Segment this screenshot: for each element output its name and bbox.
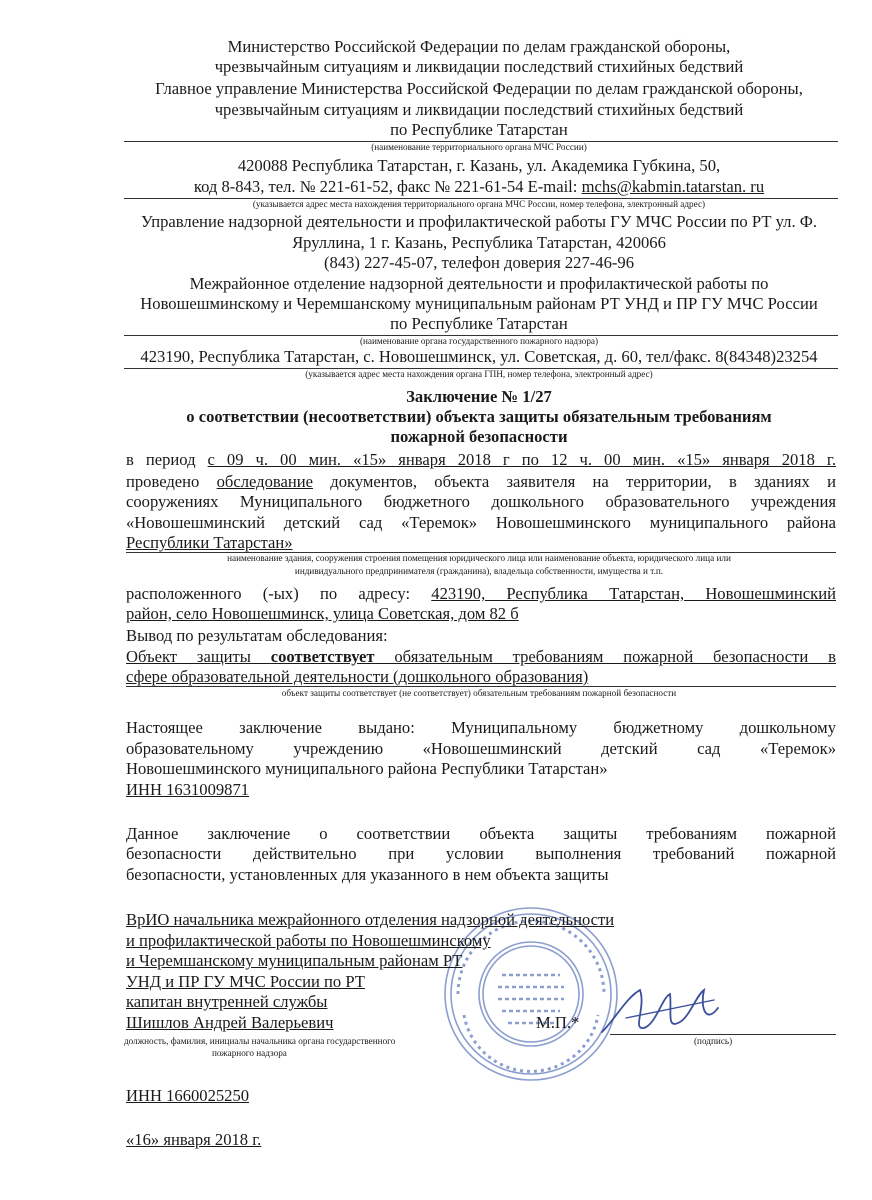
- validity-line-1: Данное заключение о соответствии объекта защиты требованиям пожарной: [126, 824, 836, 843]
- caption-result: объект защиты соответствует (не соответствует) обязательным требованиям пожарной безопасности: [281, 688, 677, 698]
- dept-address: 423190, Республика Татарстан, с. Новошешминск, ул. Советская, д. 60, тел/факс. 8(84348)23254: [140, 347, 818, 366]
- validity-line-3: безопасности, установленных для указанного в нем объекта защиты: [126, 865, 609, 884]
- result-word1: Объект защиты: [126, 647, 271, 666]
- issued-line-2: образовательному учреждению «Новошешминский детский сад «Теремок»: [126, 739, 836, 758]
- result-rest: обязательным требованиям пожарной безопасности в: [374, 647, 836, 666]
- location-line-1: [126, 584, 836, 604]
- caption-address: (указывается адрес места нахождения территориального органа МЧС России, номер телефона, электронный адрес): [252, 199, 706, 209]
- und-line-3: (843) 227-45-07, телефон доверия 227-46-96: [324, 253, 634, 272]
- gu-line-2: чрезвычайным ситуациям и ликвидации последствий стихийных бедствий: [214, 100, 744, 119]
- dept-line-3: по Республике Татарстан: [390, 314, 568, 333]
- survey-word: обследование: [216, 472, 314, 491]
- body-line-3: сооружениях Муниципального бюджетного дошкольного образовательного учреждения: [126, 492, 836, 511]
- title-line-3: пожарной безопасности: [390, 427, 568, 446]
- und-line-1: Управление надзорной деятельности и профилактической работы ГУ МЧС России по РТ ул. Ф.: [140, 212, 818, 231]
- body-line-2: [126, 472, 836, 492]
- issued-line-1: Настоящее заключение выдано: Муниципальному бюджетному дошкольному: [126, 718, 836, 737]
- body-line-4: «Новошешминский детский сад «Теремок» Новошешминского муниципального района: [126, 513, 836, 532]
- ministry-line-1: Министерство Российской Федерации по делам гражданской обороны,: [227, 37, 731, 56]
- caption-signature: (подпись): [694, 1036, 733, 1046]
- title-line-2: о соответствии (несоответствии) объекта защиты обязательным требованиям: [186, 407, 772, 426]
- caption-supervision: (наименование органа государственного пожарного надзора): [359, 336, 599, 346]
- gu-line-1: Главное управление Министерства Российской Федерации по делам гражданской обороны,: [155, 79, 803, 98]
- gu-line-3: по Республике Татарстан: [390, 120, 568, 139]
- p1-word1: проведено: [126, 472, 217, 491]
- period-prefix: в период: [126, 450, 208, 469]
- signature-icon: [596, 978, 722, 1044]
- validity-line-2: безопасности действительно при условии выполнения требований пожарной: [126, 844, 836, 863]
- inn-authority: ИНН 1660025250: [126, 1086, 250, 1105]
- caption-gpn: (указывается адрес места нахождения органа ГПН, номер телефона, электронный адрес): [305, 369, 653, 379]
- und-line-2: Яруллина, 1 г. Казань, Республика Татарстан, 420066: [292, 233, 666, 252]
- seal-place-mark: М.П.*: [536, 1013, 580, 1032]
- period-line: [126, 450, 836, 470]
- caption-building-1: наименование здания, сооружения строения помещения юридического лица или наименование объекта, юридического лица или: [227, 553, 731, 563]
- p1-rest: документов, объекта заявителя на территории, в зданиях и: [313, 472, 836, 491]
- result-verdict: соответствует: [270, 647, 375, 666]
- location-prefix: расположенного (-ых) по адресу:: [126, 584, 432, 603]
- issued-line-3: Новошешминского муниципального района Республики Татарстан»: [126, 759, 608, 778]
- signatory-name: Шишлов Андрей Валерьевич: [126, 1013, 334, 1032]
- period-value: с 09 ч. 00 мин. «15» января 2018 г по 12 ч. 00 мин. «15» января 2018 г.: [207, 450, 836, 469]
- conclusion-number: Заключение № 1/27: [406, 387, 552, 406]
- signatory-line-4: УНД и ПР ГУ МЧС России по РТ: [126, 972, 365, 991]
- address-line-2: [120, 177, 838, 197]
- caption-building-2: индивидуального предпринимателя (гражданина), владельца собственности, имущества и т.п.: [294, 566, 664, 576]
- result-line-1: [126, 647, 836, 667]
- location-address-2: район, село Новошешминск, улица Советская, дом 82 б: [126, 604, 519, 623]
- address-line-1: 420088 Республика Татарстан, г. Казань, ул. Академика Губкина, 50,: [237, 156, 721, 175]
- signatory-line-3: и Черемшанскому муниципальным районам РТ: [126, 951, 463, 970]
- signatory-line-5: капитан внутренней службы: [126, 992, 328, 1011]
- caption-territorial: (наименование территориального органа МЧС России): [371, 142, 587, 152]
- issue-date: «16» января 2018 г.: [126, 1130, 262, 1149]
- result-heading: Вывод по результатам обследования:: [126, 626, 388, 645]
- dept-line-1: Межрайонное отделение надзорной деятельности и профилактической работы по: [189, 274, 769, 293]
- dept-line-2: Новошешминскому и Черемшанскому муниципальным районам РТ УНД и ПР ГУ МЧС России: [140, 294, 818, 313]
- inn-recipient: ИНН 1631009871: [126, 780, 250, 799]
- address-contacts: код 8-843, тел. № 221-61-52, факс № 221-61-54 E-mail:: [193, 177, 582, 196]
- signatory-line-1: ВрИО начальника межрайонного отделения надзорной деятельности: [126, 910, 615, 929]
- rule: [126, 686, 836, 687]
- caption-position-2: пожарного надзора: [212, 1048, 287, 1058]
- caption-position-1: должность, фамилия, инициалы начальника органа государственного: [124, 1036, 396, 1046]
- result-line-2: сфере образовательной деятельности (дошкольного образования): [126, 667, 589, 686]
- location-address-1: 423190, Республика Татарстан, Новошешминский: [431, 584, 836, 603]
- body-line-5: Республики Татарстан»: [126, 533, 293, 552]
- signatory-line-2: и профилактической работы по Новошешминскому: [126, 931, 491, 950]
- email-link[interactable]: mchs@kabmin.tatarstan. ru: [581, 177, 765, 196]
- ministry-line-2: чрезвычайным ситуациям и ликвидации последствий стихийных бедствий: [214, 57, 744, 76]
